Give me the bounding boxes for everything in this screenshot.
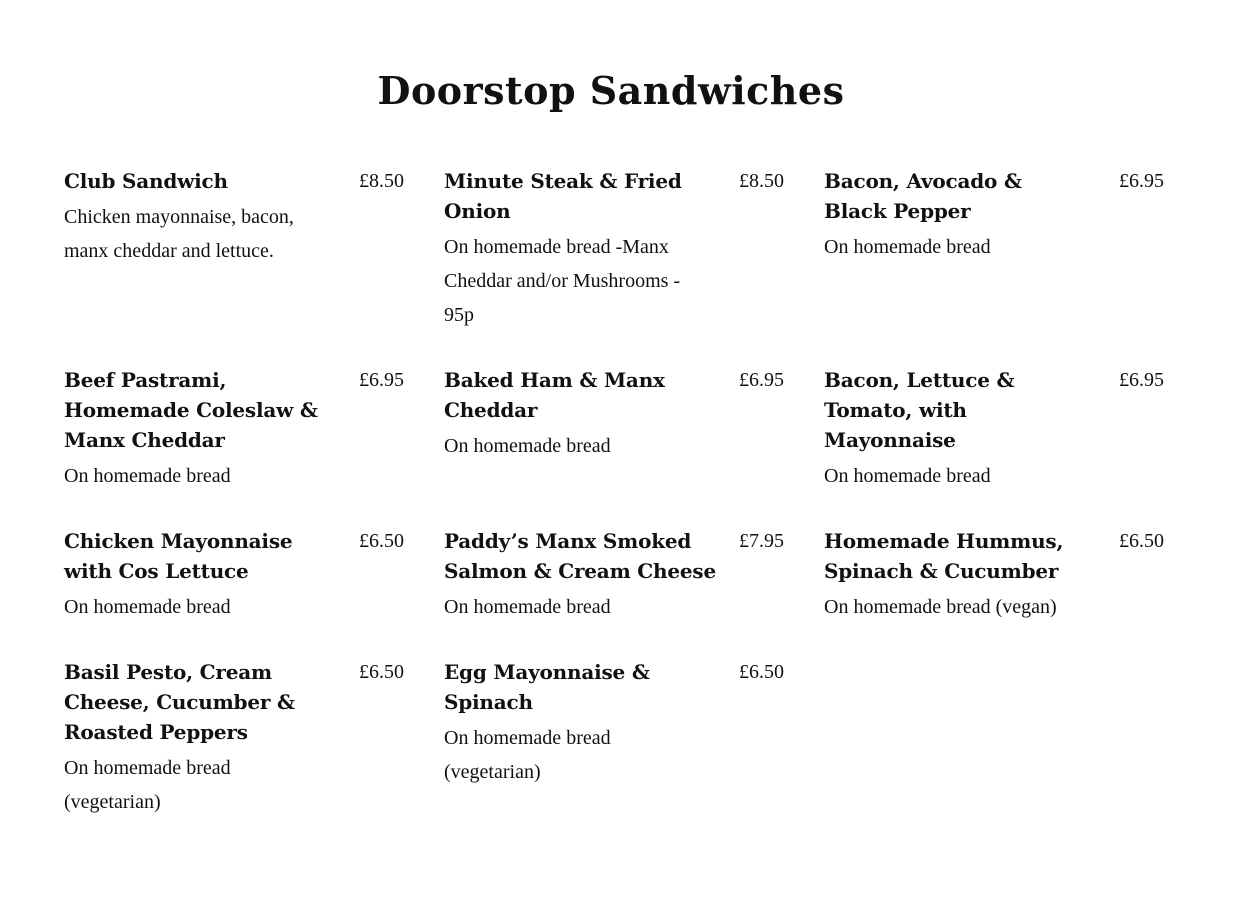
menu-item	[444, 526, 784, 624]
item-name: Baked Ham & Manx Cheddar	[444, 368, 665, 422]
item-description: Chicken mayonnaise, bacon, manx cheddar and lettuce.	[64, 206, 294, 262]
item-price: £8.50	[359, 170, 404, 192]
item-price: £6.50	[359, 530, 404, 552]
item-name: Paddy’s Manx Smoked Salmon & Cream Cheese	[444, 529, 716, 583]
item-description: On homemade bread	[444, 435, 611, 457]
item-price: £6.95	[1119, 170, 1164, 192]
item-description: On homemade bread	[64, 596, 231, 618]
menu-item	[824, 365, 1164, 493]
menu-item	[824, 166, 1164, 264]
item-price: £6.95	[359, 369, 404, 391]
item-description: On homemade bread -Manx Cheddar and/or Mushrooms - 95p	[444, 236, 681, 326]
item-description: On homemade bread (vegan)	[824, 596, 1057, 618]
item-name: Bacon, Lettuce & Tomato, with Mayonnaise	[824, 368, 1015, 452]
item-price: £6.95	[739, 369, 784, 391]
page-title: Doorstop Sandwiches	[377, 68, 845, 113]
item-description: On homemade bread	[824, 236, 991, 258]
menu-item	[64, 365, 404, 493]
item-price: £6.50	[739, 661, 784, 683]
item-name: Basil Pesto, Cream Cheese, Cucumber & Roasted Peppers	[64, 660, 295, 744]
menu-item	[64, 526, 404, 624]
item-name: Homemade Hummus, Spinach & Cucumber	[824, 529, 1064, 583]
menu-item	[64, 166, 404, 268]
item-price: £6.50	[359, 661, 404, 683]
item-price: £8.50	[739, 170, 784, 192]
menu-item	[444, 657, 784, 789]
item-description: On homemade bread (vegetarian)	[444, 727, 611, 783]
menu-item	[444, 166, 784, 332]
item-description: On homemade bread (vegetarian)	[64, 757, 231, 813]
menu-item	[824, 526, 1164, 624]
item-name: Minute Steak & Fried Onion	[444, 169, 682, 223]
item-price: £6.50	[1119, 530, 1164, 552]
item-description: On homemade bread	[444, 596, 611, 618]
item-description: On homemade bread	[64, 465, 231, 487]
item-price: £6.95	[1119, 369, 1164, 391]
item-name: Egg Mayonnaise & Spinach	[444, 660, 650, 714]
item-price: £7.95	[739, 530, 784, 552]
item-name: Chicken Mayonnaise with Cos Lettuce	[64, 529, 293, 583]
menu-item	[444, 365, 784, 463]
item-name: Club Sandwich	[64, 169, 228, 193]
item-description: On homemade bread	[824, 465, 991, 487]
item-name: Beef Pastrami, Homemade Coleslaw & Manx Cheddar	[64, 368, 318, 452]
item-name: Bacon, Avocado & Black Pepper	[824, 169, 1022, 223]
menu-item	[64, 657, 404, 819]
